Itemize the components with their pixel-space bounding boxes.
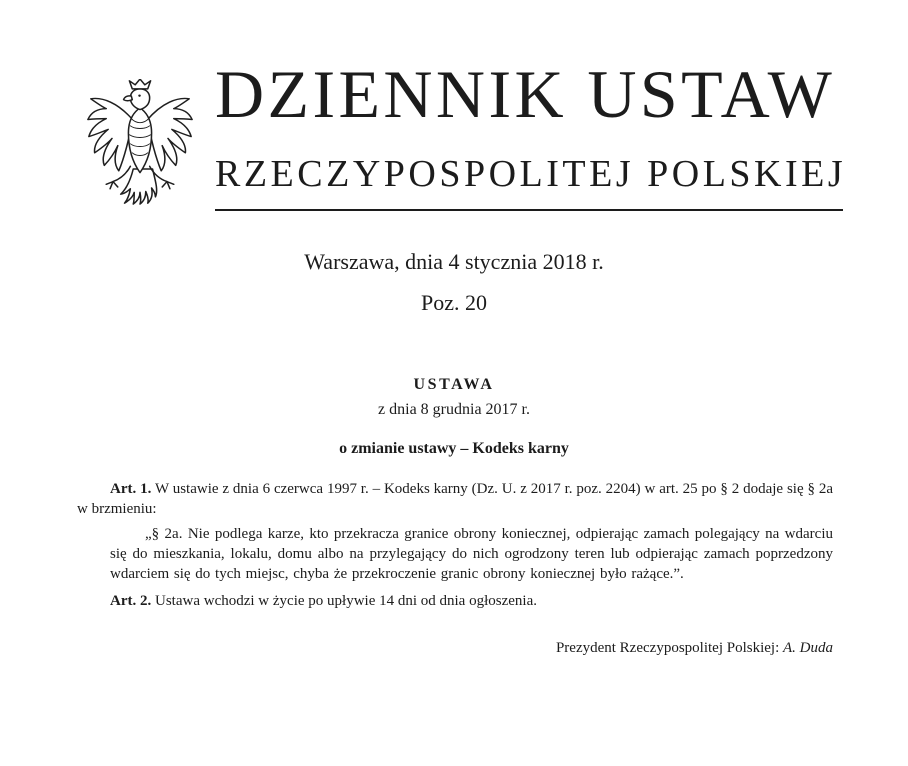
issue-place-date: Warszawa, dnia 4 stycznia 2018 r.	[304, 249, 604, 274]
act-date: z dnia 8 grudnia 2017 r.	[378, 401, 530, 418]
journal-subtitle: RZECZYPOSPOLITEJ POLSKIEJ	[215, 153, 847, 195]
article-1	[77, 479, 833, 519]
act-body	[77, 479, 833, 658]
signature-name: A. Duda	[783, 640, 833, 656]
masthead-rule	[215, 209, 843, 211]
eagle-icon	[85, 79, 195, 205]
issue-position: Poz. 20	[421, 290, 487, 315]
article-1-text: W ustawie z dnia 6 czerwca 1997 r. – Kodeks karny (Dz. U. z 2017 r. poz. 2204) w art. 25 po § 2 dodaje się § 2a w brzmieniu:	[77, 481, 833, 517]
signature-line	[77, 638, 833, 658]
signature-office: Prezydent Rzeczypospolitej Polskiej:	[555, 640, 783, 656]
article-1-label: Art. 1.	[110, 481, 152, 497]
journal-title: DZIENNIK USTAW	[215, 56, 836, 132]
article-2	[77, 591, 833, 611]
masthead	[215, 56, 847, 211]
act-kind: USTAWA	[413, 376, 495, 393]
article-2-label: Art. 2.	[110, 593, 152, 609]
article-2-text: Ustawa wchodzi w życie po upływie 14 dni od dnia ogłoszenia.	[151, 593, 537, 609]
polish-eagle-emblem	[85, 79, 195, 205]
quoted-provision: „§ 2a. Nie podlega karze, kto przekracza granice obrony koniecznej, odpierając zamach polegający na wdarciu się do mieszkania, lokalu, domu albo na przylegający do nich ogrodzony teren lub odpierając zamach poprzedzony wdarciem się do tych miejsc, chyba że przekroczenie granic obrony koniecznej było rażące.”.	[110, 526, 833, 582]
act-title: o zmianie ustawy – Kodeks karny	[339, 440, 569, 457]
